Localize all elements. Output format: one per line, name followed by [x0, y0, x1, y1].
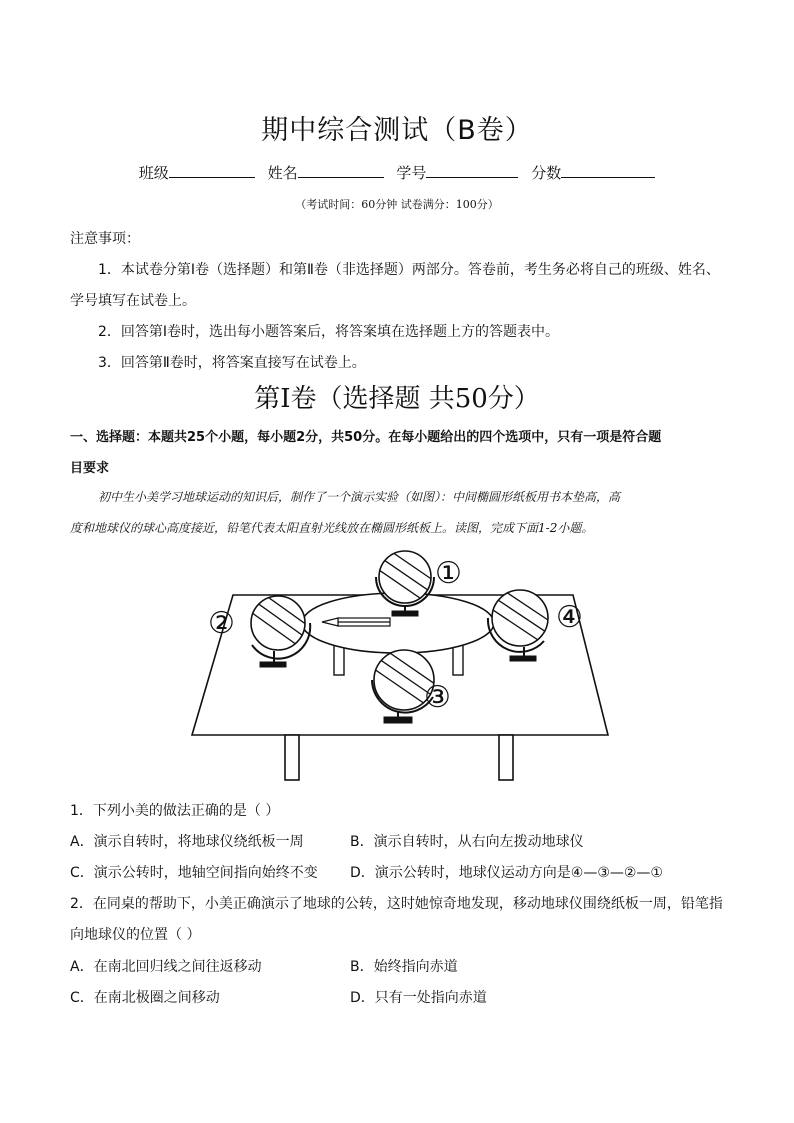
- score-field[interactable]: [531, 162, 655, 183]
- note-item-2: 2．回答第Ⅰ卷时，选出每小题答案后，将答案填在选择题上方的答题表中。: [98, 324, 560, 340]
- question-2-stem: 2．在同桌的帮助下，小美正确演示了地球的公转，这时她惊奇地发现，移动地球仪围绕纸板一周，铅笔指: [70, 896, 723, 912]
- name-field[interactable]: [268, 162, 384, 183]
- question-2-option-a[interactable]: A．在南北回归线之间往返移动: [70, 959, 262, 975]
- section-instruction: 一、选择题：本题共25个小题，每小题2分，共50分。在每小题给出的四个选项中，只有一项是符合题: [70, 430, 662, 445]
- section-instruction-cont: 目要求: [70, 461, 110, 476]
- label-position-2: ②: [208, 606, 235, 641]
- question-2-stem-cont: 向地球仪的位置（ ）: [70, 927, 201, 943]
- label-position-3: ③: [424, 680, 451, 715]
- student-info-row: [0, 162, 794, 183]
- score-label: 分数: [531, 164, 562, 182]
- question-2-option-c[interactable]: C．在南北极圈之间移动: [70, 990, 220, 1006]
- class-blank[interactable]: [169, 163, 255, 178]
- experiment-figure: [188, 545, 620, 785]
- score-blank[interactable]: [561, 163, 655, 178]
- class-label: 班级: [138, 164, 169, 182]
- passage-line-1: 初中生小美学习地球运动的知识后，制作了一个演示实验（如图）：中间椭圆形纸板用书本垫高，高: [98, 490, 621, 504]
- note-item-1: 1．本试卷分第Ⅰ卷（选择题）和第Ⅱ卷（非选择题）两部分。答卷前，考生务必将自己的班级、姓名、: [98, 262, 720, 278]
- section-title: 第Ⅰ卷（选择题 共50分）: [254, 384, 540, 414]
- question-2-option-d[interactable]: D．只有一处指向赤道: [350, 990, 487, 1006]
- question-1-stem: 1．下列小美的做法正确的是（ ）: [70, 803, 280, 819]
- note-item-3: 3．回答第Ⅱ卷时，将答案直接写在试卷上。: [98, 355, 366, 371]
- question-1-option-d[interactable]: D．演示公转时，地球仪运动方向是④—③—②—①: [350, 865, 663, 881]
- question-2-option-b[interactable]: B．始终指向赤道: [350, 959, 458, 975]
- note-item-1-cont: 学号填写在试卷上。: [70, 293, 196, 309]
- question-1-option-c[interactable]: C．演示公转时，地轴空间指向始终不变: [70, 865, 318, 881]
- label-position-1: ①: [435, 556, 462, 591]
- pencil: [322, 618, 390, 626]
- passage-line-2: 度和地球仪的球心高度接近，铅笔代表太阳直射光线放在椭圆形纸板上。读图，完成下面1-2小题。: [70, 521, 594, 535]
- student-id-label: 学号: [396, 164, 427, 182]
- label-position-4: ④: [556, 600, 583, 635]
- notes-heading: 注意事项：: [70, 231, 140, 247]
- name-label: 姓名: [267, 164, 298, 182]
- class-field[interactable]: [139, 162, 255, 183]
- exam-time-note: （考试时间：60分钟 试卷满分：100分）: [295, 198, 499, 211]
- page-title: 期中综合测试（B卷）: [261, 115, 533, 146]
- question-1-option-a[interactable]: A．演示自转时，将地球仪绕纸板一周: [70, 834, 304, 850]
- student-id-blank[interactable]: [426, 163, 518, 178]
- student-id-field[interactable]: [396, 162, 518, 183]
- question-1-option-b[interactable]: B．演示自转时，从右向左拨动地球仪: [350, 834, 584, 850]
- name-blank[interactable]: [298, 163, 384, 178]
